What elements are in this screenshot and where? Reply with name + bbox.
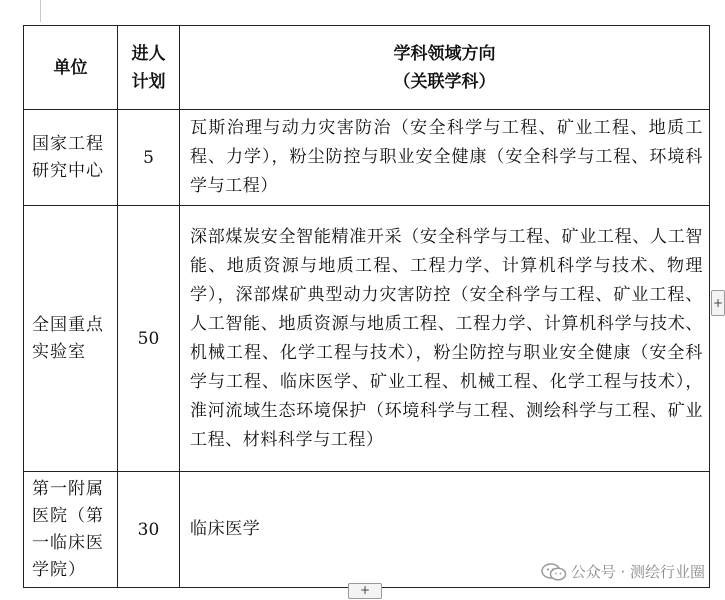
unit-cell: 全国重点实验室	[24, 206, 118, 472]
header-field-line1: 学科领域方向	[393, 43, 496, 64]
header-plan	[118, 26, 180, 110]
table-header-row	[24, 26, 710, 110]
header-plan-line2: 计划	[131, 71, 166, 92]
header-unit: 单位	[24, 26, 118, 110]
table-row	[24, 206, 710, 472]
unit-cell: 国家工程研究中心	[24, 110, 118, 206]
plan-cell: 5	[118, 110, 180, 206]
page-corner-mark	[40, 0, 41, 22]
watermark	[541, 561, 705, 582]
header-field	[180, 26, 710, 110]
wechat-logo-icon	[541, 563, 567, 581]
field-cell: 临床医学	[180, 472, 710, 588]
header-field-line2: （关联学科）	[393, 71, 496, 92]
watermark-text: 公众号 · 测绘行业圈	[570, 563, 705, 581]
plan-cell: 50	[118, 206, 180, 472]
field-cell: 深部煤炭安全智能精准开采（安全科学与工程、矿业工程、人工智能、地质资源与地质工程、工程力学、计算机科学与技术、物理学），深部煤矿典型动力灾害防控（安全科学与工程、矿业工程、人工智能、地质资源与地质工程、工程力学、计算机科学与技术、机械工程、化学工程与技术），粉尘防控与职业安全健康（安全科学与工程、临床医学、矿业工程、机械工程、化学工程与技术），淮河流域生态环境保护（环境科学与工程、测绘科学与工程、矿业工程、材料科学与工程）	[180, 206, 710, 472]
recruitment-plan-table	[23, 25, 710, 588]
plan-cell: 30	[118, 472, 180, 588]
unit-cell: 第一附属医院（第一临床医学院）	[24, 472, 118, 588]
header-plan-line1: 进人	[131, 43, 166, 64]
add-row-button[interactable]: +	[348, 583, 382, 599]
table-row	[24, 110, 710, 206]
field-cell: 瓦斯治理与动力灾害防治（安全科学与工程、矿业工程、地质工程、力学），粉尘防控与职业安全健康（安全科学与工程、环境科学与工程）	[180, 110, 710, 206]
add-column-button[interactable]: +	[711, 290, 725, 316]
